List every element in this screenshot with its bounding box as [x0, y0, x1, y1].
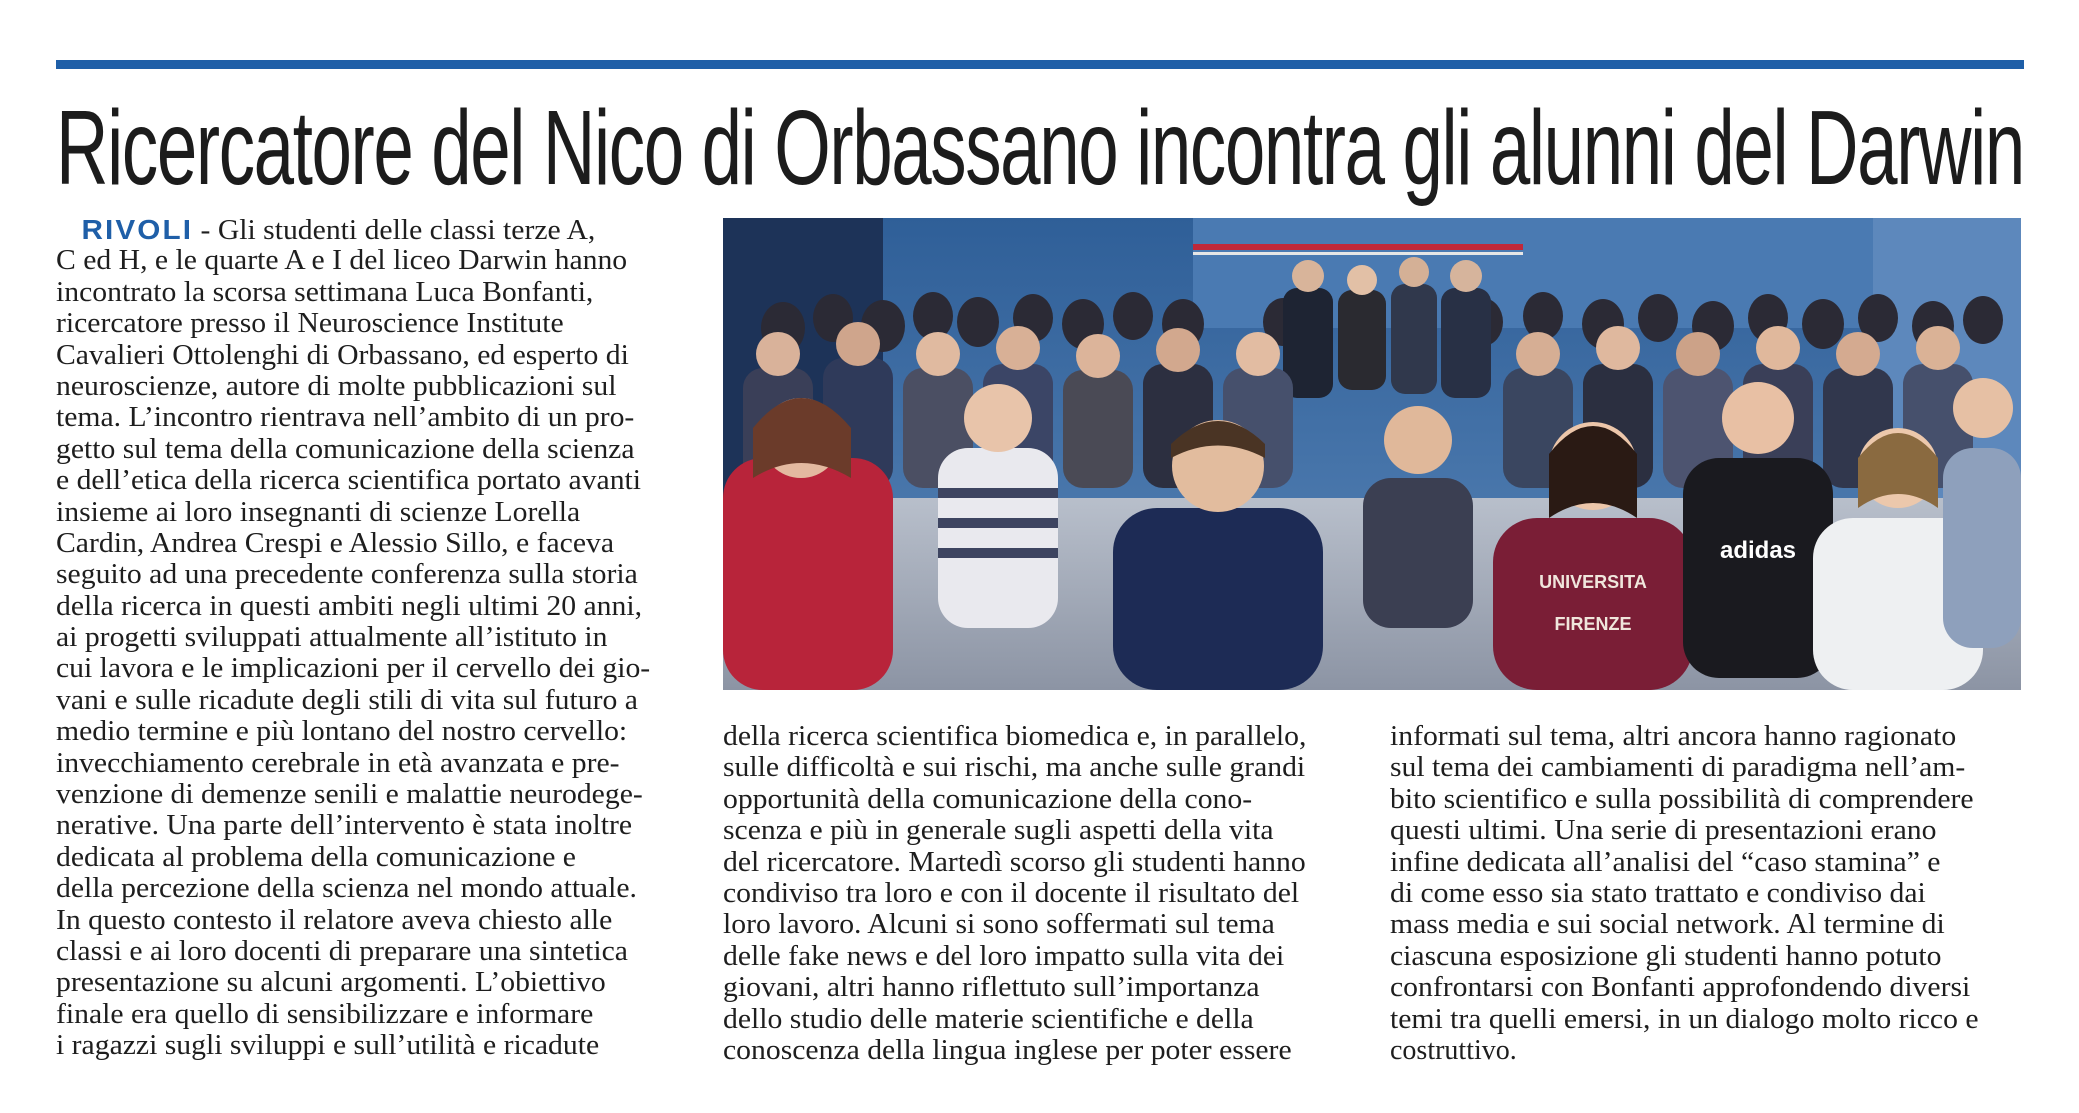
text-line: conoscenza della lingua inglese per poter essere — [723, 1034, 1292, 1066]
dateline: RIVOLI — [81, 214, 194, 245]
text-line — [56, 214, 718, 245]
text-line: cui lavora e le implicazioni per il cervello dei gio- — [56, 653, 651, 685]
text-line: invecchiamento cerebrale in età avanzata e pre- — [56, 747, 620, 779]
text-line: del ricercatore. Martedì scorso gli studenti hanno — [723, 846, 1306, 878]
text-line: ciascuna esposizione gli studenti hanno potuto — [1390, 940, 1942, 972]
top-rule — [56, 60, 2024, 69]
text-line: bito scientifico e sulla possibilità di comprendere — [1390, 783, 1974, 815]
text-line: tema. L’incontro rientrava nell’ambito di un pro- — [56, 402, 635, 434]
article-column-2 — [723, 721, 1348, 1066]
text-line: infine dedicata all’analisi del “caso stamina” e — [1390, 846, 1941, 878]
text-line: presentazione su alcuni argomenti. L’obiettivo — [56, 967, 606, 999]
text-line: temi tra quelli emersi, in un dialogo molto ricco e — [1390, 1003, 1979, 1035]
text-line: giovani, altri hanno riflettuto sull’importanza — [723, 972, 1260, 1004]
text-line: ai progetti sviluppati attualmente all’istituto in — [56, 622, 608, 654]
text-line: della ricerca scientifica biomedica e, in parallelo, — [723, 721, 1307, 752]
text-line: questi ultimi. Una serie di presentazioni erano — [1390, 815, 1937, 847]
text-line: nerative. Una parte dell’intervento è stata inoltre — [56, 810, 633, 842]
text-line: C ed H, e le quarte A e I del liceo Darwin hanno — [56, 245, 628, 277]
text-line: delle fake news e del loro impatto sulla vita dei — [723, 940, 1285, 972]
text-line: In questo contesto il relatore aveva chiesto alle — [56, 904, 613, 936]
text-line: costruttivo. — [1390, 1034, 1517, 1066]
text-line: scenza e più in generale sugli aspetti della vita — [723, 815, 1274, 847]
text-line: getto sul tema della comunicazione della scienza — [56, 433, 635, 465]
text-line: ricercatore presso il Neuroscience Institute — [56, 308, 564, 340]
text-line: insieme ai loro insegnanti di scienze Lorella — [56, 496, 581, 528]
classroom-photo — [723, 218, 2021, 690]
text-line: neuroscienze, autore di molte pubblicazioni sul — [56, 370, 617, 402]
text-line: dedicata al problema della comunicazione e — [56, 841, 576, 873]
text-line: Cardin, Andrea Crespi e Alessio Sillo, e faceva — [56, 527, 615, 559]
text-line: mass media e sui social network. Al termine di — [1390, 909, 1945, 941]
text-line: classi e ai loro docenti di preparare una sintetica — [56, 935, 628, 967]
text-line: Cavalieri Ottolenghi di Orbassano, ed esperto di — [56, 339, 629, 371]
shirt-text-universita: UNIVERSITA — [1539, 572, 1647, 592]
text-line: informati sul tema, altri ancora hanno ragionato — [1390, 721, 1957, 752]
text-line: incontrato la scorsa settimana Luca Bonfanti, — [56, 276, 594, 308]
text-line: loro lavoro. Alcuni si sono soffermati sul tema — [723, 909, 1275, 941]
text-line: di come esso sia stato trattato e condiviso dai — [1390, 877, 1926, 909]
text-line: condiviso tra loro e con il docente il risultato del — [723, 877, 1300, 909]
text-line: seguito ad una precedente conferenza sulla storia — [56, 559, 638, 591]
text-line: i ragazzi sugli sviluppi e sull’utilità e ricadute — [56, 1030, 600, 1062]
text-line: sulle difficoltà e sui rischi, ma anche sulle grandi — [723, 752, 1306, 784]
shirt-text-firenze: FIRENZE — [1554, 614, 1632, 634]
shirt-text-adidas: adidas — [1719, 537, 1797, 564]
text-line: venzione di demenze senili e malattie neurodege- — [56, 779, 643, 811]
text-line: e dell’etica della ricerca scientifica portato avanti — [56, 465, 642, 497]
text-line: dello studio delle materie scientifiche e della — [723, 1003, 1254, 1035]
text-line: vani e sulle ricadute degli stili di vita sul futuro a — [56, 684, 638, 716]
text-line: sul tema dei cambiamenti di paradigma nell’am- — [1390, 752, 1966, 784]
text-line-content: - Gli studenti delle classi terze A, — [193, 215, 596, 246]
article-column-3 — [1390, 721, 2015, 1066]
headline: Ricercatore del Nico di Orbassano incontra gli alunni del Darwin — [56, 89, 2024, 207]
article-column-1 — [56, 214, 681, 1062]
text-line: della ricerca in questi ambiti negli ultimi 20 anni, — [56, 590, 643, 622]
text-line: confrontarsi con Bonfanti approfondendo diversi — [1390, 972, 1971, 1004]
text-line: della percezione della scienza nel mondo attuale. — [56, 873, 637, 905]
text-line: medio termine e più lontano del nostro cervello: — [56, 716, 628, 748]
text-line: opportunità della comunicazione della cono- — [723, 783, 1253, 815]
text-line: finale era quello di sensibilizzare e informare — [56, 998, 594, 1030]
